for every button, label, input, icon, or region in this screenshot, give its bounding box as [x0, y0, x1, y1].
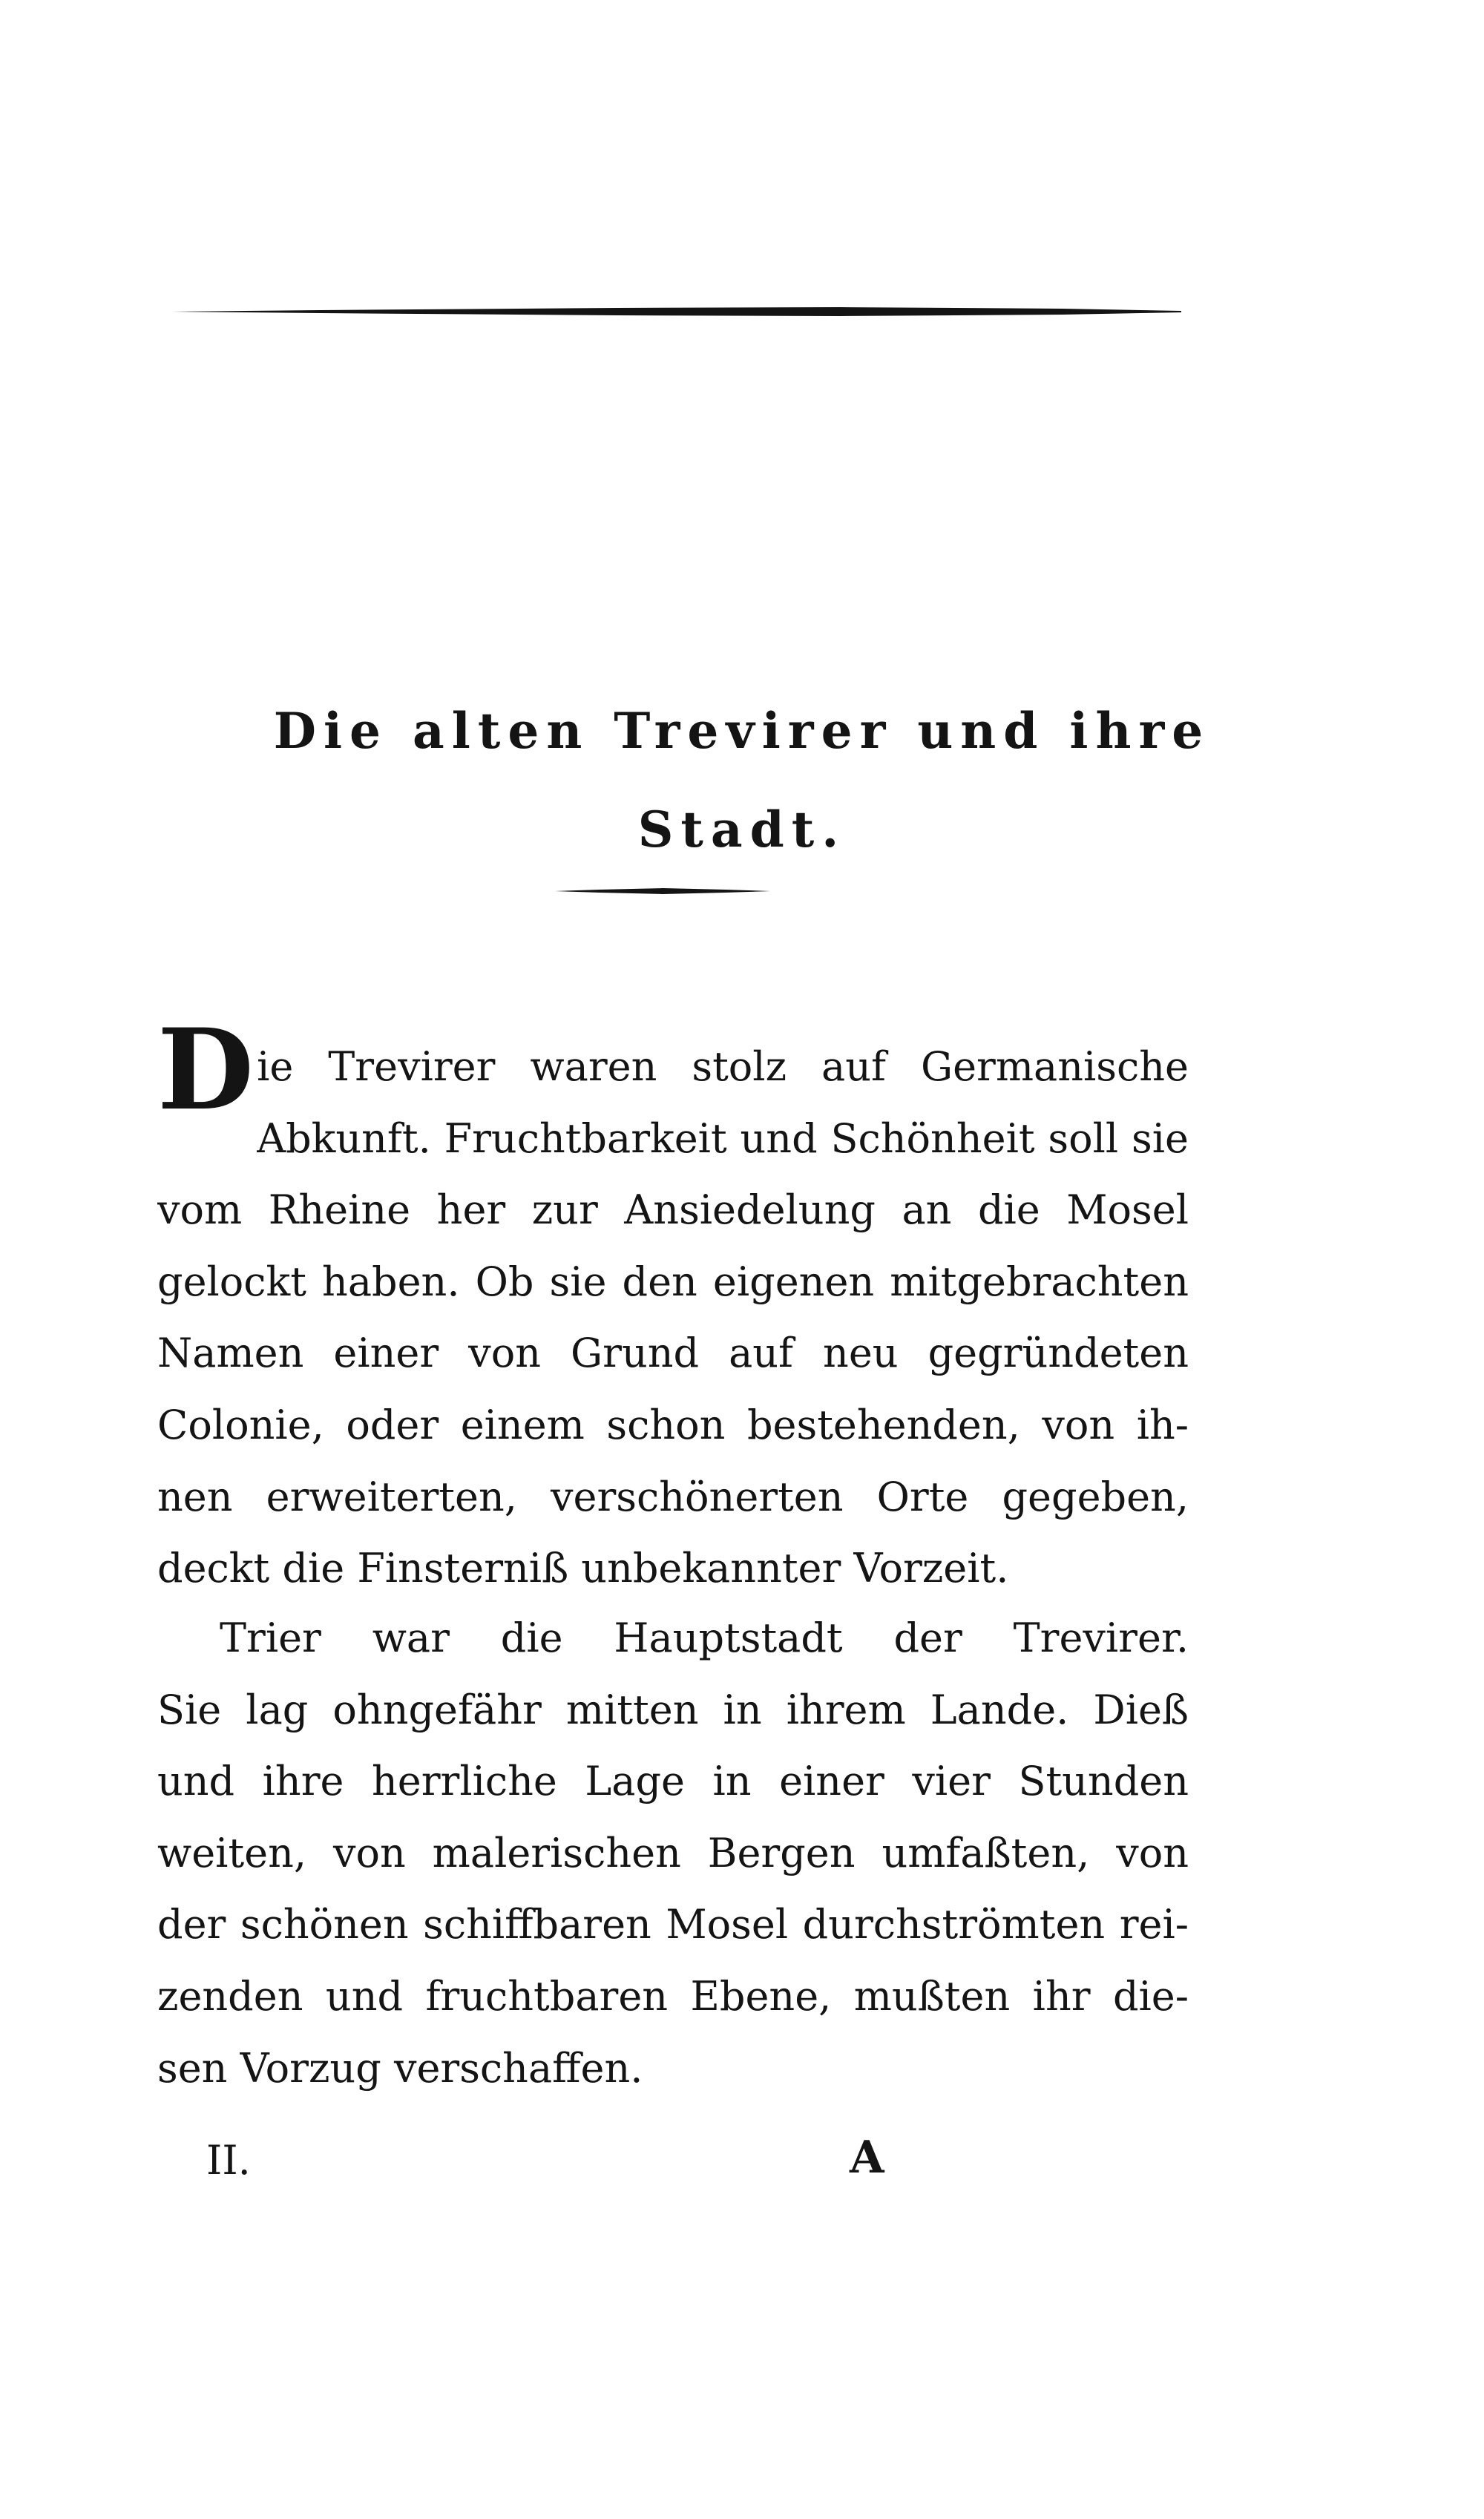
text-line: und ihre herrliche Lage in einer vier Stunden: [157, 1758, 1189, 1805]
text-line: zenden und fruchtbaren Ebene, mußten ihr die-: [157, 1972, 1189, 2020]
text-line: Sie lag ohngefähr mitten in ihrem Lande. Dieß: [157, 1686, 1189, 1733]
top-ornamental-rule: [172, 306, 1181, 318]
text-line: sen Vorzug verschaffen.: [157, 2044, 643, 2092]
chapter-title-line-1: Die alten Trevirer und ihre: [273, 702, 1211, 760]
drop-cap: D: [157, 1005, 255, 1135]
text-line: deckt die Finsterniß unbekannter Vorzeit.: [157, 1545, 1009, 1592]
paragraph-1: [157, 1005, 1189, 1605]
paragraph-2: [157, 1603, 1189, 2104]
text-line: nen erweiterten, verschönerten Orte gegeben,: [157, 1473, 1189, 1520]
text-line: Trier war die Hauptstadt der Trevirer.: [220, 1615, 1189, 1661]
text-line: Namen einer von Grund auf neu gegründeten: [157, 1330, 1189, 1377]
text-line: ie Trevirer waren stolz auf Germanische: [257, 1043, 1189, 1090]
text-line: gelockt haben. Ob sie den eigenen mitgebrachten: [157, 1258, 1189, 1305]
text-line: vom Rheine her zur Ansiedelung an die Mosel: [157, 1186, 1189, 1234]
text-line: Colonie, oder einem schon bestehenden, von ih-: [157, 1401, 1189, 1448]
title-underline-rule: [555, 887, 770, 895]
text-line: weiten, von malerischen Bergen umfaßten, von: [157, 1829, 1189, 1876]
signature-mark: II.: [206, 2137, 251, 2184]
text-line: der schönen schiffbaren Mosel durchströmten rei-: [157, 1901, 1189, 1948]
catchword-mark: A: [850, 2132, 884, 2184]
text-line: Abkunft. Fruchtbarkeit und Schönheit soll sie: [257, 1114, 1189, 1162]
chapter-title-line-2: Stadt.: [637, 801, 847, 858]
